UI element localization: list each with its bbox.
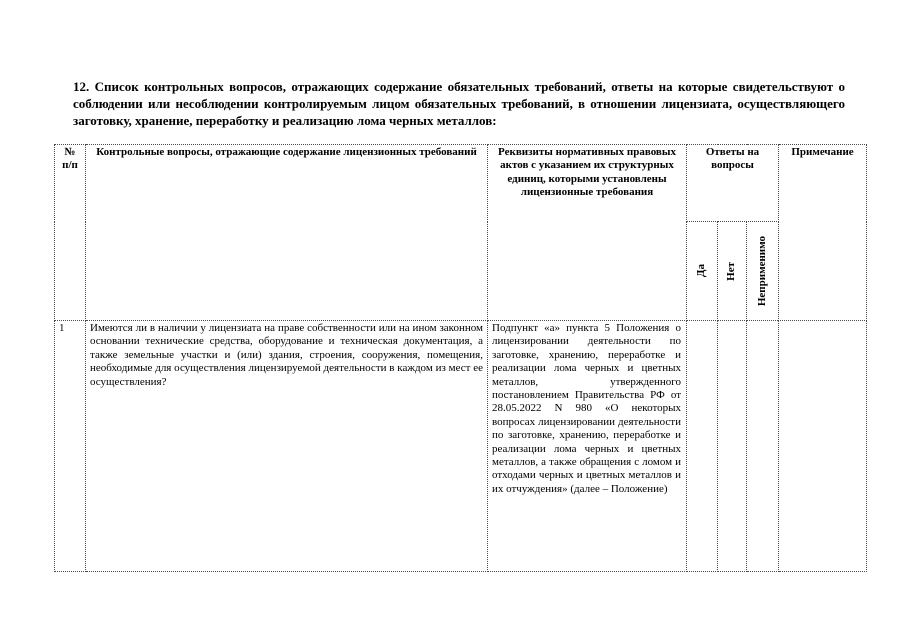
header-num-cell	[55, 145, 86, 321]
table-row	[55, 321, 867, 572]
header-no: Нет	[725, 261, 738, 281]
header-yes-cell	[687, 222, 718, 321]
row-note-cell[interactable]	[779, 321, 867, 572]
row-num-cell	[55, 321, 86, 572]
row-yes-cell[interactable]	[687, 321, 718, 572]
header-requisites-cell	[488, 145, 687, 321]
header-na: Неприменимо	[755, 235, 768, 307]
row-requisites: Подпункт «а» пункта 5 Положения о лицензировании деятельности по заготовке, хранению, переработке и реализации лома черных и цветных металлов, утвержденного постановлением Правительства РФ от 28.05.2022 N 980 «О некоторых вопросах лицензировании деятельности по заготовке, хранению, переработке и реализации лома черных и цветных металлов, а также обращения с ломом и отходами черных и цветных металлов и их отчуждения» (далее – Положение)	[492, 322, 681, 495]
header-no-cell	[718, 222, 747, 321]
row-no-cell[interactable]	[718, 321, 747, 572]
header-question-cell	[86, 145, 488, 321]
header-answers: Ответы на вопросы	[705, 146, 760, 172]
row-question: Имеются ли в наличии у лицензиата на праве собственности или на ином законном основании технические средства, оборудование и техническая документация, а также земельные участки и (или) здания, строения, сооружения, помещения, необходимые для осуществления лицензируемой деятельности в каждом из мест ее осуществления?	[90, 322, 483, 388]
row-num: 1	[59, 322, 65, 334]
header-num: № п/п	[62, 146, 78, 172]
checklist-table	[54, 144, 867, 572]
header-note: Примечание	[791, 146, 854, 158]
header-answers-cell	[687, 145, 779, 222]
header-row	[55, 145, 867, 222]
header-question: Контрольные вопросы, отражающие содержание лицензионных требований	[96, 146, 477, 158]
row-requisites-cell	[488, 321, 687, 572]
row-question-cell	[86, 321, 488, 572]
header-na-cell	[747, 222, 779, 321]
header-yes: Да	[695, 264, 708, 278]
header-note-cell	[779, 145, 867, 321]
section-heading: 12. Список контрольных вопросов, отражающих содержание обязательных требований, ответы на которые свидетельствуют о соблюдении или несоблюдении контролируемым лицом обязательных требований, в отношении лицензиата, осуществляющего заготовку, хранение, переработку и реализацию лома черных металлов:	[73, 79, 845, 128]
header-requisites: Реквизиты нормативных правовых актов с указанием их структурных единиц, которыми установлены лицензионные требования	[498, 146, 676, 199]
row-na-cell[interactable]	[747, 321, 779, 572]
